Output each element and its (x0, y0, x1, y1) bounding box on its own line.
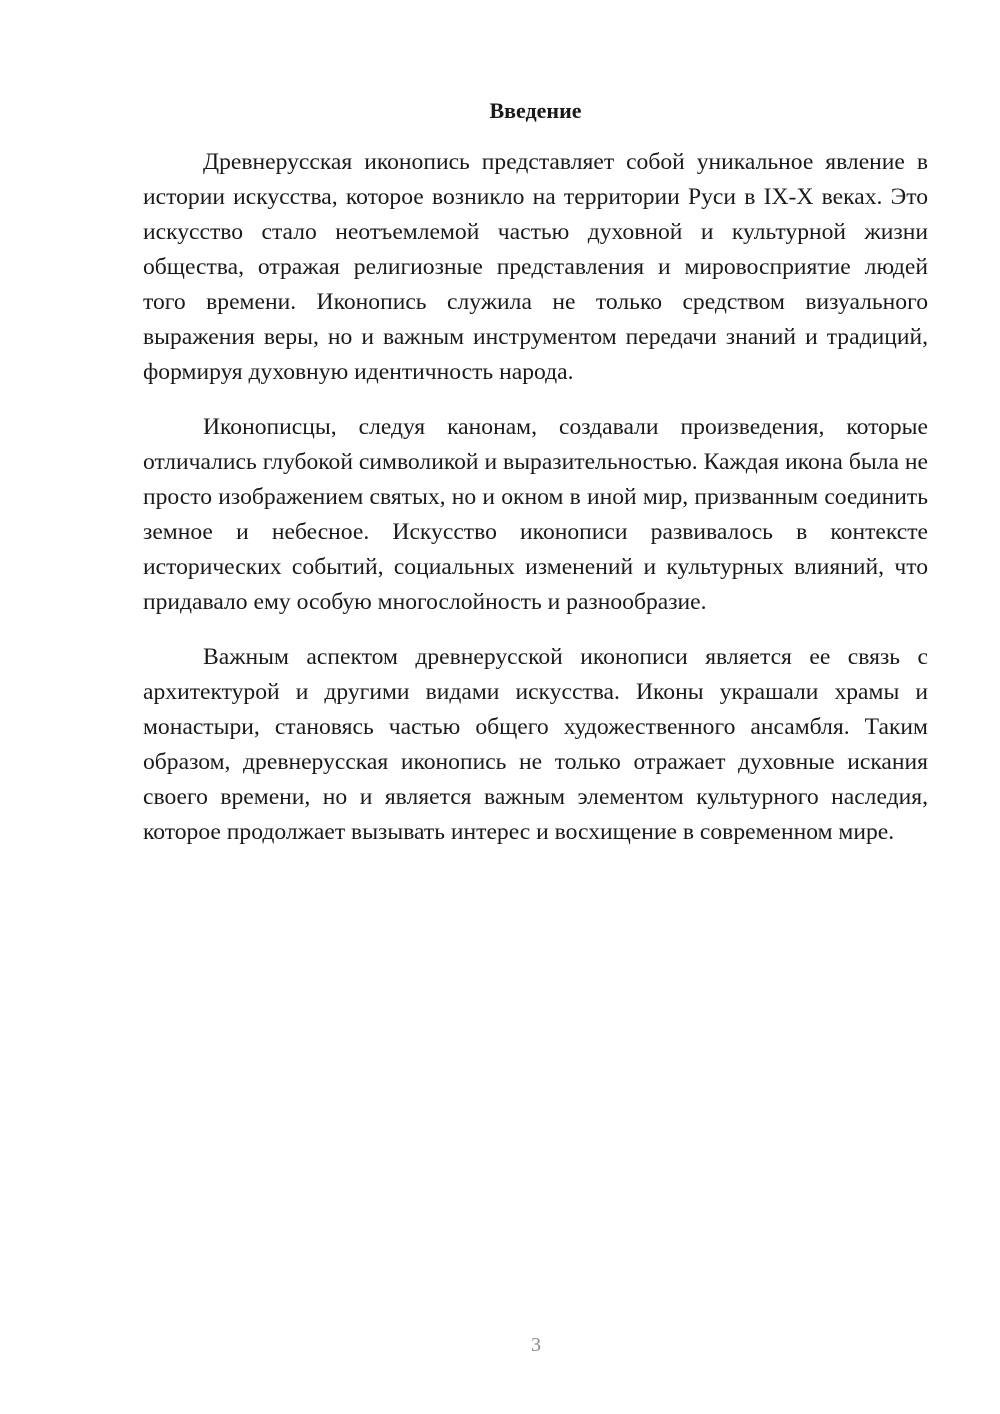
document-body (143, 96, 928, 870)
paragraph-3: Важным аспектом древнерусской иконописи является ее связь с архитектурой и другими видами искусства. Иконы украшали храмы и монастыри, становясь частью общего художественного ансамбля. Таким образом, древнерусская иконопись не только отражает духовные искания своего времени, но и является важным элементом культурного наследия, которое продолжает вызывать интерес и восхищение в современном мире. (143, 644, 928, 845)
section-heading: Введение (489, 98, 582, 123)
page-number: 3 (531, 1334, 541, 1356)
paragraph-2: Иконописцы, следуя канонам, создавали произведения, которые отличались глубокой символикой и выразительностью. Каждая икона была не просто изображением святых, но и окном в иной мир, призванным соединить земное и небесное. Искусство иконописи развивалось в контексте исторических событий, социальных изменений и культурных влияний, что придавало ему особую многослойность и разнообразие. (143, 414, 928, 615)
paragraph-1: Древнерусская иконопись представляет собой уникальное явление в истории искусства, которое возникло на территории Руси в IX-X веках. Это искусство стало неотъемлемой частью духовной и культурной жизни общества, отражая религиозные представления и мировосприятие людей того времени. Иконопись служила не только средством визуального выражения веры, но и важным инструментом передачи знаний и традиций, формируя духовную идентичность народа. (143, 149, 928, 385)
